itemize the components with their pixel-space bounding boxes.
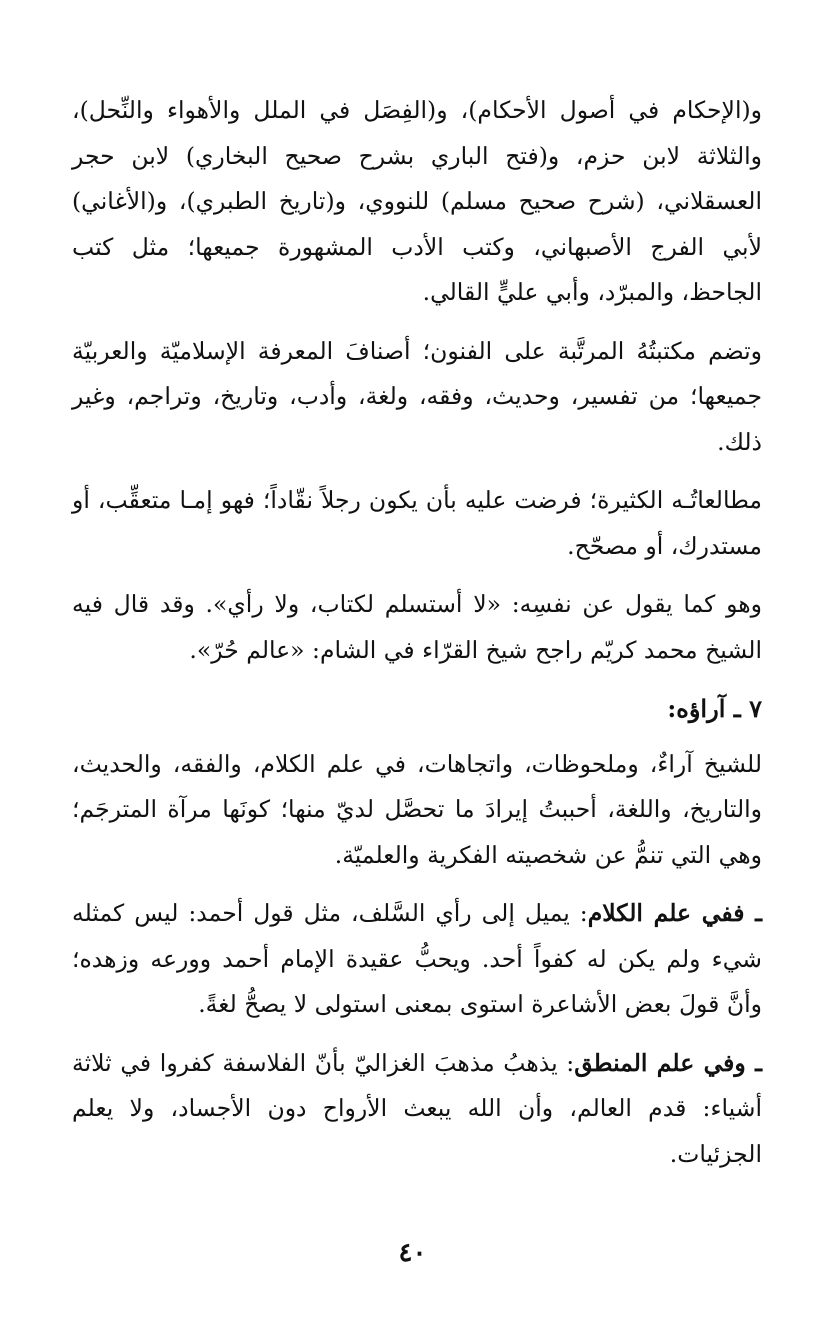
paragraph-library	[72, 329, 762, 466]
paragraph-text: مطالعاتُـه الكثيرة؛ فرضت عليه بأن يكون رجلاً نقّاداً؛ فهو إمـا متعقِّب، أو مستدرك، أو مصحّح.	[72, 486, 762, 560]
page-body	[72, 88, 762, 1190]
paragraph-opinions	[72, 742, 762, 879]
paragraph-text: وتضم مكتبتُهُ المرتَّبة على الفنون؛ أصنافَ المعرفة الإسلاميّة والعربيّة جميعها؛ من تفسير، وحديث، وفقه، ولغة، وأدب، وتاريخ، وتراجم، وغير ذلك.	[72, 336, 762, 456]
paragraph-quote	[72, 582, 762, 673]
paragraph-text	[72, 891, 762, 1028]
paragraph-text: وهو كما يقول عن نفسِه: «لا أستسلم لكتاب، ولا رأي». وقد قال فيه الشيخ محمد كريّم راجح شيخ القرّاء في الشام: «عالم حُرّ».	[72, 590, 762, 664]
paragraph-text: للشيخ آراءٌ، وملحوظات، واتجاهات، في علم الكلام، والفقه، والحديث، والتاريخ، واللغة، أحببتُ إيرادَ ما تحصَّل لديّ منها؛ كونَها مرآة المترجَم؛ وهي التي تنمُّ عن شخصيته الفكرية والعلميّة.	[72, 749, 762, 869]
paragraph-rest: : يذهبُ مذهبَ الغزاليّ بأنّ الفلاسفة كفروا في ثلاثة أشياء: قدم العالم، وأن الله يبعث الأرواح دون الأجساد، ولا يعلم الجزئيات.	[72, 1048, 762, 1168]
paragraph-books	[72, 88, 762, 316]
paragraph-lead: ـ ففي علم الكلام	[587, 899, 762, 927]
paragraph-lead: ـ وفي علم المنطق	[574, 1048, 762, 1077]
section-heading: ٧ ـ آراؤه:	[667, 694, 762, 723]
paragraph-kalam	[72, 891, 762, 1028]
paragraph-text: و(الإحكام في أصول الأحكام)، و(الفِصَل في الملل والأهواء والنِّحل)، والثلاثة لابن حزم، و(فتح الباري بشرح صحيح البخاري) لابن حجر العسقلاني، (شرح صحيح مسلم) للنووي، و(تاريخ الطبري)، و(الأغاني) لأبي الفرج الأصبهاني، وكتب الأدب المشهورة جميعها؛ مثل كتب الجاحظ، والمبرّد، وأبي عليٍّ القالي.	[72, 96, 762, 306]
paragraph-logic	[72, 1041, 762, 1178]
paragraph-rest: : يميل إلى رأي السَّلف، مثل قول أحمد: ليس كمثله شيء ولم يكن له كفواً أحد. ويحبُّ عقيدة الإمام أحمد وورعه وزهده؛ وأنَّ قولَ بعض الأشاعرة استوى بمعنى استولى لا يصحُّ لغةً.	[72, 899, 762, 1018]
paragraph-readings	[72, 478, 762, 569]
paragraph-text	[72, 1041, 762, 1178]
page-number: ٤٠	[398, 1238, 427, 1268]
